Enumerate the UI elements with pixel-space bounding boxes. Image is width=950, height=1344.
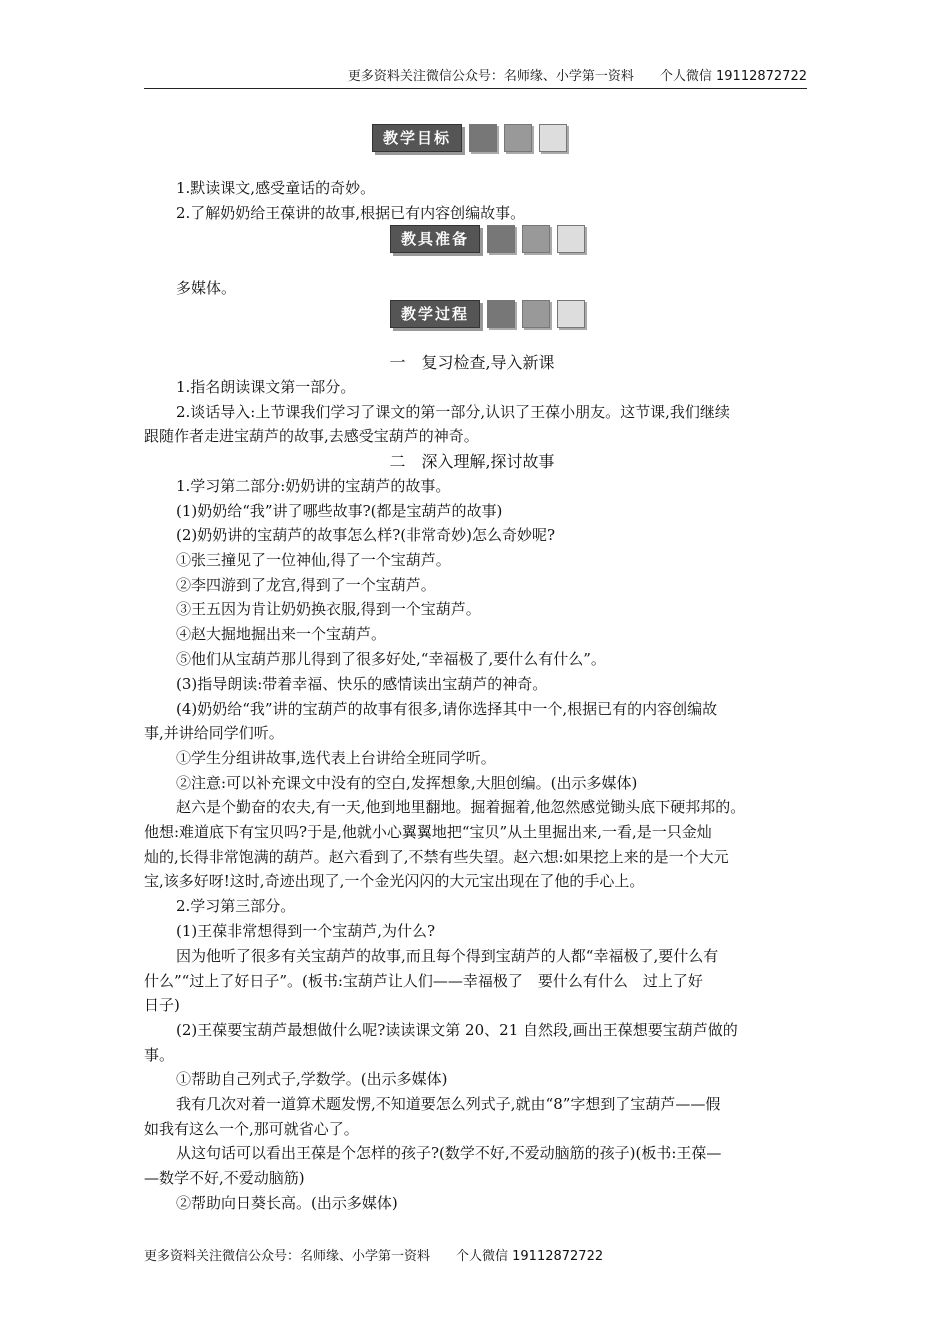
text-line: ④赵大掘地掘出来一个宝葫芦。: [176, 625, 387, 643]
page-header: 更多资料关注微信公众号：名师缘、小学第一资料 个人微信 19112872722: [347, 69, 807, 84]
text-line: ②注意:可以补充课文中没有的空白,发挥想象,大胆创编。(出示多媒体): [176, 774, 638, 792]
text-line: (1)王葆非常想得到一个宝葫芦,为什么?: [176, 922, 436, 940]
objective-2: 2.了解奶奶给王葆讲的故事,根据已有内容创编故事。: [176, 204, 526, 222]
banner-square-dark: [487, 300, 515, 328]
text-line: ③王五因为肯让奶奶换衣服,得到一个宝葫芦。: [176, 600, 481, 618]
text-line: (2)奶奶讲的宝葫芦的故事怎么样?(非常奇妙)怎么奇妙呢?: [176, 526, 556, 544]
text-line: 我有几次对着一道算术题发愣,不知道要怎么列式子,就由“8”字想到了宝葫芦——假: [176, 1095, 721, 1113]
banner-tools: [390, 225, 585, 253]
banner-objectives-label: 教学目标: [372, 124, 462, 152]
text-line: (1)奶奶给“我”讲了哪些故事?(都是宝葫芦的故事): [176, 502, 503, 520]
text-line: ②帮助向日葵长高。(出示多媒体): [176, 1194, 398, 1212]
banner-square-mid: [522, 300, 550, 328]
text-line: ①学生分组讲故事,选代表上台讲给全班同学听。: [176, 749, 496, 767]
header-divider: [144, 88, 807, 89]
banner-square-light: [557, 300, 585, 328]
text-line: ①帮助自己列式子,学数学。(出示多媒体): [176, 1070, 448, 1088]
text-line: 1.指名朗读课文第一部分。: [176, 378, 356, 396]
banner-square-light: [557, 225, 585, 253]
text-line: 从这句话可以看出王葆是个怎样的孩子?(数学不好,不爱动脑筋的孩子)(板书:王葆—: [176, 1144, 722, 1162]
text-line: 事。: [144, 1046, 175, 1064]
section-heading-2: 二 深入理解,探讨故事: [389, 452, 555, 471]
text-line: ②李四游到了龙宫,得到了一个宝葫芦。: [176, 576, 436, 594]
text-line: 2.学习第三部分。: [176, 897, 296, 915]
banner-square-mid: [522, 225, 550, 253]
section-heading-1: 一 复习检查,导入新课: [389, 353, 555, 372]
banner-square-mid: [504, 124, 532, 152]
text-line: 灿的,长得非常饱满的葫芦。赵六看到了,不禁有些失望。赵六想:如果挖上来的是一个大元: [144, 848, 729, 866]
text-line: (3)指导朗读:带着幸福、快乐的感情读出宝葫芦的神奇。: [176, 675, 548, 693]
text-line: 赵六是个勤奋的农夫,有一天,他到地里翻地。掘着掘着,他忽然感觉锄头底下硬邦邦的。: [176, 798, 746, 816]
banner-tools-label: 教具准备: [390, 225, 480, 253]
text-line: (4)奶奶给“我”讲的宝葫芦的故事有很多,请你选择其中一个,根据已有的内容创编故: [176, 700, 718, 718]
text-line: 日子): [144, 996, 180, 1014]
text-line: 他想:难道底下有宝贝吗?于是,他就小心翼翼地把“宝贝”从土里掘出来,一看,是一只金灿: [144, 823, 712, 841]
banner-process-label: 教学过程: [390, 300, 480, 328]
page-footer: 更多资料关注微信公众号：名师缘、小学第一资料 个人微信 19112872722: [144, 1249, 604, 1264]
text-line: ①张三撞见了一位神仙,得了一个宝葫芦。: [176, 551, 451, 569]
banner-process: [390, 300, 585, 328]
text-line: —数学不好,不爱动脑筋): [144, 1169, 305, 1187]
text-line: ⑤他们从宝葫芦那儿得到了很多好处,“幸福极了,要什么有什么”。: [176, 650, 606, 668]
text-line: (2)王葆要宝葫芦最想做什么呢?读读课文第 20、21 自然段,画出王葆想要宝葫芦做的: [176, 1021, 738, 1039]
text-line: 宝,该多好呀!这时,奇迹出现了,一个金光闪闪的大元宝出现在了他的手心上。: [144, 872, 645, 890]
text-line: 什么”“过上了好日子”。(板书:宝葫芦让人们——幸福极了 要什么有什么 过上了好: [144, 972, 703, 990]
text-line: 1.学习第二部分:奶奶讲的宝葫芦的故事。: [176, 477, 451, 495]
banner-objectives: [372, 124, 567, 152]
tools-text: 多媒体。: [176, 279, 237, 297]
text-line: 事,并讲给同学们听。: [144, 724, 284, 742]
text-line: 因为他听了很多有关宝葫芦的故事,而且每个得到宝葫芦的人都“幸福极了,要什么有: [176, 947, 719, 965]
banner-square-light: [539, 124, 567, 152]
text-line: 如我有这么一个,那可就省心了。: [144, 1120, 359, 1138]
banner-square-dark: [487, 225, 515, 253]
text-line: 跟随作者走进宝葫芦的故事,去感受宝葫芦的神奇。: [144, 427, 479, 445]
banner-square-dark: [469, 124, 497, 152]
objective-1: 1.默读课文,感受童话的奇妙。: [176, 179, 376, 197]
text-line: 2.谈话导入:上节课我们学习了课文的第一部分,认识了王葆小朋友。这节课,我们继续: [176, 403, 730, 421]
